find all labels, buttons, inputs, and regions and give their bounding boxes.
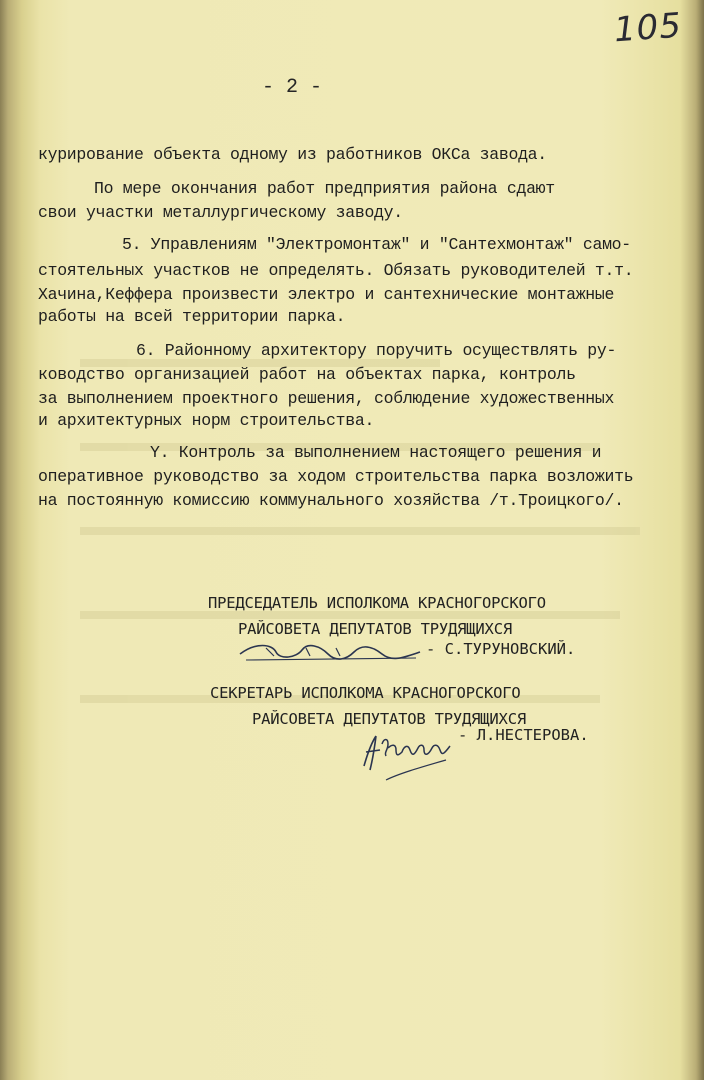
paragraph-4-line-3: за выполнением проектного решения, соблюдение художественных: [38, 389, 615, 408]
secretary-signature: [358, 722, 454, 784]
chairman-name: - С.ТУРУНОВСКИЙ.: [426, 640, 576, 658]
paragraph-2-line-1: По мере окончания работ предприятия района сдают: [94, 179, 555, 198]
paragraph-3-line-3: Хачина,Кеффера произвести электро и сантехнические монтажные: [38, 285, 615, 304]
paragraph-1: курирование объекта одному из работников ОКСа завода.: [38, 145, 547, 164]
paragraph-3-line-2: стоятельных участков не определять. Обязать руководителей т.т.: [38, 261, 634, 280]
document-page-marker: - 2 -: [262, 76, 323, 99]
chairman-signature: [236, 634, 426, 668]
paragraph-5-line-1: Ү. Контроль за выполнением настоящего решения и: [150, 443, 602, 462]
paragraph-3-line-1: 5. Управлениям "Электромонтаж" и "Сантехмонтаж" само-: [122, 235, 631, 254]
paragraph-4-line-4: и архитектурных норм строительства.: [38, 411, 375, 430]
paragraph-4-line-1: 6. Районному архитектору поручить осуществлять ру-: [136, 341, 617, 360]
archive-page-number: 105: [612, 5, 684, 51]
secretary-name: - Л.НЕСТЕРОВА.: [458, 726, 589, 744]
paragraph-3-line-4: работы на всей территории парка.: [38, 307, 346, 326]
paragraph-5-line-3: на постоянную комиссию коммунального хозяйства /т.Троицкого/.: [38, 491, 624, 510]
chairman-title-line-2: РАЙСОВЕТА ДЕПУТАТОВ ТРУДЯЩИХСЯ: [238, 620, 512, 638]
secretary-title-line-2: РАЙСОВЕТА ДЕПУТАТОВ ТРУДЯЩИХСЯ: [252, 710, 526, 728]
paragraph-4-line-2: ководство организацией работ на объектах парка, контроль: [38, 365, 576, 384]
secretary-title-line-1: СЕКРЕТАРЬ ИСПОЛКОМА КРАСНОГОРСКОГО: [210, 684, 521, 702]
paragraph-2-line-2: свои участки металлургическому заводу.: [38, 203, 403, 222]
paragraph-5-line-2: оперативное руководство за ходом строительства парка возложить: [38, 467, 634, 486]
chairman-title-line-1: ПРЕДСЕДАТЕЛЬ ИСПОЛКОМА КРАСНОГОРСКОГО: [208, 594, 546, 612]
